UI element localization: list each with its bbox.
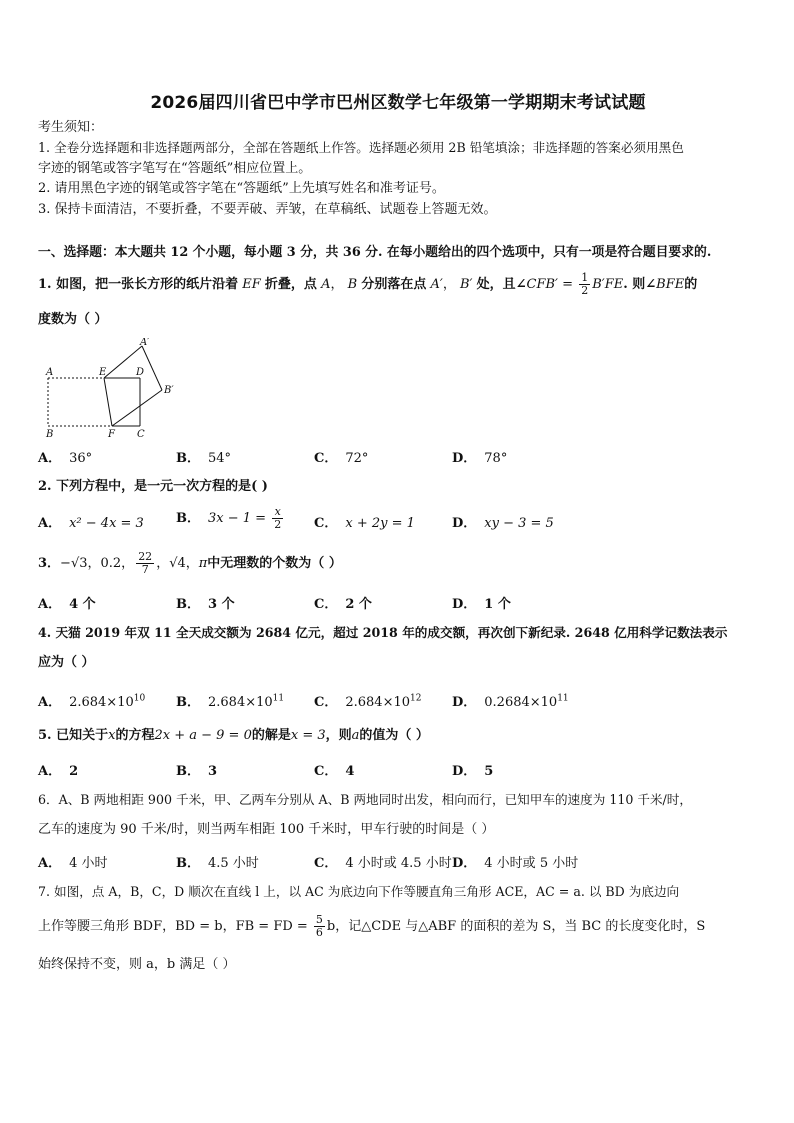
option-text: 2: [69, 764, 79, 779]
option-text: 4: [345, 764, 355, 779]
q6-option-d[interactable]: [452, 852, 578, 871]
option-label: B．: [176, 511, 200, 526]
frac-den: 2: [274, 518, 282, 531]
frac-num: 22: [138, 550, 153, 563]
q7-frac: [314, 914, 325, 939]
q2-options: [38, 505, 758, 532]
q5-solution: x = 3: [290, 728, 326, 743]
option-text: x + 2y = 1: [345, 516, 415, 531]
frac-num: x: [272, 506, 283, 519]
q7-text: b，记△CDE 与△ABF 的面积的差为 S，当 BC 的长度变化时，S: [326, 919, 706, 934]
q1-text: 的: [684, 277, 698, 292]
notice-item-2: 2. 请用黑色字迹的钢笔或答字笔在“答题纸”上先填写姓名和准考证号。: [38, 181, 445, 196]
q1-angle-2: B′FE: [592, 277, 624, 292]
option-text: 4 个: [69, 597, 96, 612]
q3-options: [38, 593, 758, 613]
q1-text: 处，且∠: [476, 277, 527, 292]
q1-half: [579, 272, 590, 297]
notice-item-1: 1. 全卷分选择题和非选择题两部分，全部在答题纸上作答。选择题必须用 2B 铅笔填涂；非选择题的答案必须用黑色: [38, 140, 684, 155]
q6-option-c[interactable]: [314, 852, 452, 871]
q7-stem-end: 始终保持不变，则 a，b 满足（ ）: [38, 957, 236, 972]
fig-line-bf-prime: [112, 390, 162, 426]
q7-stem: 7. 如图，点 A，B，C，D 顺次在直线 l 上，以 AC 为底边向下作等腰直角三角形 ACE，AC = a. 以 BD 为底边向: [38, 884, 680, 899]
fig-label-c: C: [137, 429, 145, 440]
fig-label-b-prime: B′: [164, 385, 174, 396]
q1-stem: [38, 272, 697, 298]
q4-option-c[interactable]: [314, 691, 421, 710]
q1-stem-cont: 度数为（ ）: [38, 312, 108, 327]
option-label: D．: [452, 856, 477, 871]
option-text: 3x − 1 =: [208, 511, 271, 526]
q5-option-a[interactable]: [38, 760, 78, 779]
q1-half-num: 1: [581, 271, 589, 284]
option-text: 78°: [484, 451, 508, 466]
option-text: 54°: [208, 451, 232, 466]
q7-stem-cont: [38, 913, 705, 941]
frac-num: 5: [315, 913, 323, 926]
option-label: A．: [38, 695, 62, 710]
q5-option-c[interactable]: [314, 760, 354, 779]
q1-sep: ，: [442, 277, 456, 292]
option-label: B．: [176, 695, 200, 710]
q5-text: 的值为（ ）: [359, 728, 429, 743]
q6-stem: 6．A、B 两地相距 900 千米，甲、乙两车分别从 A、B 两地同时出发，相向而行，已知甲车的速度为 110 千米/时，: [38, 792, 692, 807]
option-label: C．: [314, 597, 338, 612]
option-text: 2.684×10: [208, 695, 273, 710]
fig-label-b: B: [46, 429, 54, 440]
option-label: D．: [452, 451, 477, 466]
option-label: B．: [176, 764, 200, 779]
option-label: D．: [452, 597, 477, 612]
q6-options: [38, 852, 758, 872]
q1-eq: =: [558, 277, 578, 292]
option-label: B．: [176, 597, 200, 612]
q1-option-d[interactable]: [452, 447, 507, 466]
q2-option-b[interactable]: [176, 506, 285, 531]
q4-option-d[interactable]: [452, 691, 569, 710]
fig-label-a-prime: A′: [140, 338, 150, 348]
q3-frac: [136, 551, 154, 576]
section-heading: 一、选择题：本大题共 12 个小题，每小题 3 分，共 36 分. 在每小题给出的四个选项中，只有一项是符合题目要求的.: [38, 245, 712, 260]
q4-options: [38, 691, 758, 711]
frac-den: 6: [315, 926, 323, 939]
option-label: B．: [176, 856, 200, 871]
option-text: 4 小时: [69, 856, 108, 871]
q1-text: . 则∠: [623, 277, 657, 292]
fig-label-f: F: [108, 429, 115, 440]
q2-option-c[interactable]: [314, 512, 415, 531]
q1-text: 折叠，点: [264, 277, 317, 292]
option-exponent: 11: [272, 693, 285, 704]
q5-text: 5. 已知关于: [38, 728, 109, 743]
q4-stem-cont: 应为（ ）: [38, 655, 95, 670]
q2-option-d[interactable]: [452, 512, 554, 531]
q5-option-d[interactable]: [452, 760, 493, 779]
q5-options: [38, 760, 758, 780]
frac-den: 7: [141, 563, 149, 576]
fig-line-ab-prime: [142, 346, 162, 390]
q1-a: A: [321, 277, 331, 292]
fig-label-e: E: [99, 367, 107, 378]
option-exponent: 11: [557, 693, 569, 704]
q5-stem: [38, 727, 429, 745]
q1-text: 1. 如图，把一张长方形的纸片沿着: [38, 277, 239, 292]
q3-pi: π: [198, 556, 208, 571]
fig-crease-ef: [104, 378, 112, 426]
option-text: 4.5 小时: [208, 856, 259, 871]
notice-item-1-cont: 字迹的钢笔或答字笔写在“答题纸”相应位置上。: [38, 161, 312, 176]
option-label: A．: [38, 856, 62, 871]
q2-stem: 2. 下列方程中，是一元一次方程的是( ): [38, 479, 268, 494]
q5-var: x: [108, 728, 116, 743]
q1-ap: A′: [430, 277, 443, 292]
option-label: C．: [314, 695, 338, 710]
option-label: D．: [452, 695, 477, 710]
q1-option-a[interactable]: [38, 447, 92, 466]
q1-option-b[interactable]: [176, 447, 231, 466]
option-label: A．: [38, 516, 62, 531]
q1-bp: B′: [459, 277, 473, 292]
option-label: C．: [314, 451, 338, 466]
option-label: C．: [314, 516, 338, 531]
q1-option-c[interactable]: [314, 447, 368, 466]
q3-term: ，√4，: [156, 556, 199, 571]
q5-text: 的解是: [251, 728, 291, 743]
option-text: 4 小时或 5 小时: [484, 856, 579, 871]
q6-stem-cont: 乙车的速度为 90 千米/时，则当两车相距 100 千米时，甲车行驶的时间是（ ）: [38, 822, 495, 837]
option-label: A．: [38, 451, 62, 466]
q3-stem: [38, 550, 342, 578]
q6-option-a[interactable]: [38, 852, 108, 871]
option-text: 72°: [345, 451, 369, 466]
q1-ef: EF: [242, 277, 261, 292]
q4-stem: 4. 天猫 2019 年双 11 全天成交额为 2684 亿元，超过 2018 年的成交额，再次创下新纪录. 2648 亿用科学记数法表示: [38, 625, 728, 640]
q6-option-b[interactable]: [176, 852, 259, 871]
option-label: C．: [314, 764, 338, 779]
q3-text: 中无理数的个数为（ ）: [207, 556, 342, 571]
option-exponent: 12: [410, 693, 422, 704]
option-label: D．: [452, 764, 477, 779]
option-label: B．: [176, 451, 200, 466]
q3-option-c[interactable]: [314, 593, 372, 612]
q4-option-b[interactable]: [176, 691, 284, 710]
option-label: C．: [314, 856, 338, 871]
q3-number: 3．: [38, 556, 61, 571]
page-title: 2026届四川省巴中学市巴州区数学七年级第一学期期末考试试题: [150, 93, 646, 113]
fig-label-a: A: [46, 367, 54, 378]
option-text: 5: [484, 764, 494, 779]
q1-angle: CFB′: [526, 277, 559, 292]
q5-equation: 2x + a − 9 = 0: [154, 728, 252, 743]
option-text: 4 小时或 4.5 小时: [345, 856, 452, 871]
option-exponent: 10: [133, 693, 146, 704]
option-text: xy − 3 = 5: [484, 516, 554, 531]
option-label: A．: [38, 764, 62, 779]
q5-text: ，则: [325, 728, 352, 743]
q3-term: ，0.2，: [87, 556, 135, 571]
q4-option-a[interactable]: [38, 691, 145, 710]
q5-option-b[interactable]: [176, 760, 217, 779]
q5-text: 的方程: [115, 728, 155, 743]
option-text: 2.684×10: [69, 695, 134, 710]
option-text: 2 个: [345, 597, 372, 612]
option-text: 36°: [69, 451, 93, 466]
q3-option-b[interactable]: [176, 593, 235, 612]
option-text: 3: [208, 764, 218, 779]
option-text: 2.684×10: [345, 695, 411, 710]
option-text: 3 个: [208, 597, 235, 612]
fig-label-d: D: [136, 367, 145, 378]
q3-option-d[interactable]: [452, 593, 511, 612]
q1-text: 分别落在点: [361, 277, 427, 292]
q2-option-a[interactable]: [38, 512, 144, 531]
option-label: A．: [38, 597, 62, 612]
q1-fold-figure: [44, 338, 194, 440]
q1-angle-3: BFE: [656, 277, 685, 292]
notice-item-3: 3. 保持卡面清洁，不要折叠，不要弄破、弄皱，在草稿纸、试题卷上答题无效。: [38, 202, 497, 217]
option-text: 0.2684×10: [484, 695, 558, 710]
q2-b-frac: [272, 506, 283, 531]
q1-options: [38, 447, 758, 467]
q1-half-den: 2: [581, 284, 589, 297]
q5-var: a: [351, 728, 360, 743]
option-label: D．: [452, 516, 477, 531]
q3-option-a[interactable]: [38, 593, 96, 612]
option-text: x² − 4x = 3: [69, 516, 144, 531]
option-text: 1 个: [484, 597, 511, 612]
q3-term: −√3: [60, 556, 88, 571]
q7-text: 上作等腰三角形 BDF，BD = b，FB = FD =: [38, 919, 312, 934]
notice-heading: 考生须知：: [38, 120, 104, 135]
q1-b: B: [347, 277, 358, 292]
q1-sep: ，: [330, 277, 344, 292]
